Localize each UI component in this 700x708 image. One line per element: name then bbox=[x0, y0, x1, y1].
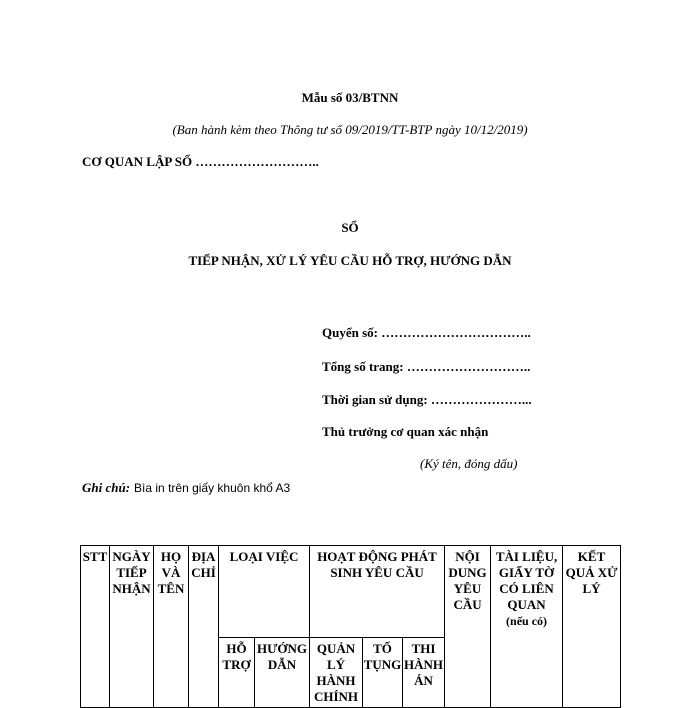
header-activity: HOẠT ĐỘNG PHÁT SINH YÊU CẦU bbox=[310, 546, 445, 638]
signature-note: (Ký tên, đóng dấu) bbox=[420, 456, 518, 471]
register-table bbox=[80, 545, 621, 708]
form-code: Mẫu số 03/BTNN bbox=[301, 90, 399, 105]
total-pages: Tổng số trang: ……………………….. bbox=[322, 359, 531, 374]
header-date: NGÀY TIẾP NHẬN bbox=[110, 546, 154, 708]
issuing-agency: CƠ QUAN LẬP SỔ ……………………….. bbox=[82, 154, 319, 169]
legal-basis: (Ban hành kèm theo Thông tư số 09/2019/TT-BTP ngày 10/12/2019) bbox=[172, 122, 528, 137]
usage-period: Thời gian sử dụng: …………………... bbox=[322, 392, 532, 407]
head-confirmation: Thủ trưởng cơ quan xác nhận bbox=[322, 424, 489, 439]
note-label: Ghi chú: bbox=[82, 480, 131, 495]
header-stt: STT bbox=[81, 546, 110, 708]
volume-number: Quyển số: …………………………….. bbox=[322, 325, 531, 340]
subheader-litigation: TỐ TỤNG bbox=[363, 638, 403, 708]
subheader-guide: HƯỚNG DẪN bbox=[255, 638, 310, 708]
subheader-admin: QUẢN LÝ HÀNH CHÍNH bbox=[310, 638, 363, 708]
header-docs bbox=[491, 546, 563, 708]
book-subtitle: TIẾP NHẬN, XỬ LÝ YÊU CẦU HỖ TRỢ, HƯỚNG DẪN bbox=[188, 253, 512, 268]
header-docs-note: (nếu có) bbox=[506, 614, 548, 628]
note-text: Bìa in trên giấy khuôn khổ A3 bbox=[134, 481, 291, 495]
header-docs-label: TÀI LIỆU, GIẤY TỜ CÓ LIÊN QUAN bbox=[495, 549, 558, 612]
subheader-enforcement: THI HÀNH ÁN bbox=[403, 638, 445, 708]
note bbox=[82, 480, 290, 496]
header-type: LOẠI VIỆC bbox=[219, 546, 310, 638]
header-name: HỌ VÀ TÊN bbox=[154, 546, 189, 708]
book-title: SỔ bbox=[341, 220, 359, 235]
header-address: ĐỊA CHỈ bbox=[189, 546, 219, 708]
header-result: KẾT QUẢ XỬ LÝ bbox=[563, 546, 621, 708]
header-content: NỘI DUNG YÊU CẦU bbox=[445, 546, 491, 708]
subheader-support: HỖ TRỢ bbox=[219, 638, 255, 708]
